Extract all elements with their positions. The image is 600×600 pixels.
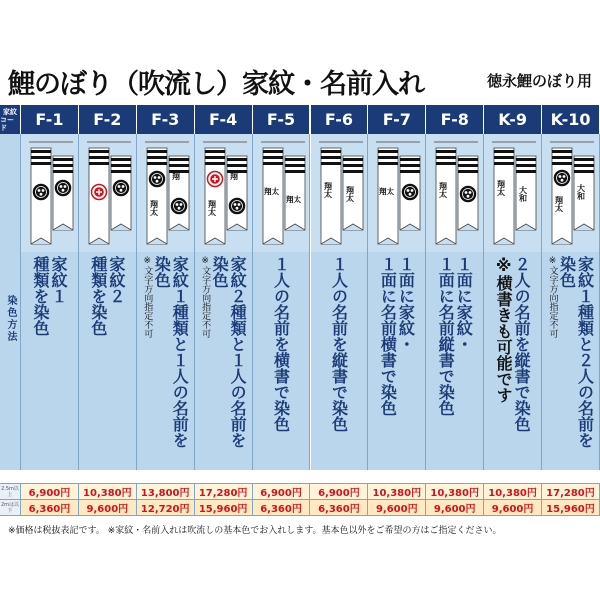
kamon-icon [149,172,164,187]
flag-svg [542,134,599,252]
dye-method-text: １面に名前縦書で染色 [436,256,456,416]
price-small-k-9: 9,600円 [484,500,542,515]
code-header-f-8: F-8 [426,105,484,134]
dye-method-text: ２人の名前を縦書で染色 [512,256,532,432]
dye-method-text: 種類を染色 [88,256,108,336]
footnotes: ※価格は税抜表記です。 ※家紋・名前入れは吹流しの基本色でお入れします。基本色以外をご希望の方はご指定ください。 [8,526,502,536]
flag-name-text: 翔太 [149,200,159,216]
flag-illustration [484,134,541,252]
kamon-icon [34,185,49,200]
streamer-flag [494,148,514,244]
dye-method-text: １面に家紋・ [396,256,416,352]
kamon-icon [403,185,418,200]
dye-method-note: ※文字方向指定不可 [142,256,153,338]
code-header-f-1: F-1 [21,105,79,134]
streamer-flag [263,148,283,244]
flag-svg [79,134,136,252]
code-header-f-2: F-2 [79,105,137,134]
flag-illustration [21,134,78,252]
dye-method-text: 染色 [152,256,172,288]
streamer-flag [378,148,398,244]
side-label: 染色方法 [5,295,16,343]
code-header-f-7: F-7 [368,105,426,134]
flag-illustration [137,134,194,252]
side-label-column [0,134,21,470]
flag-illustration [253,134,310,252]
price-large-k-9: 10,380円 [484,484,542,499]
flag-svg [21,134,78,252]
streamer-flag [285,156,305,230]
kamon-icon [113,181,128,196]
dye-method-text: １面に家紋・ [454,256,474,352]
dye-method-cell [368,252,425,470]
design-column-k-9 [484,134,542,470]
code-header-k-10: K-10 [542,105,600,134]
price-large-f-8: 10,380円 [426,484,484,499]
price-small-f-5: 6,360円 [253,500,311,515]
flag-name-text: 翔太 [207,200,217,216]
red-kamon-icon [207,172,222,187]
dye-method-text: 染色 [557,256,577,288]
price-small-f-6: 6,360円 [310,500,368,515]
streamer-flag [227,156,247,230]
dye-method-text: １人の名前を横書で染色 [271,256,291,432]
price-small-k-10: 15,960円 [542,500,600,515]
dye-method-cell [426,252,483,470]
flag-illustration [311,134,368,252]
price-large-f-6: 6,900円 [310,484,368,499]
flag-svg [137,134,194,252]
flag-name-text: 翔太 [345,186,354,202]
price-large-f-4: 17,280円 [195,484,253,499]
dye-method-text: 家紋２種類と１人の名前を [228,256,248,448]
dye-method-note: ※文字方向指定不可 [200,256,211,338]
streamer-flag [169,156,189,230]
flag-svg [195,134,252,252]
dye-method-cell [542,252,599,470]
price-large-f-3: 13,800円 [137,484,195,499]
dye-method-text: 種類を染色 [30,256,50,336]
flag-name-text: 翔太 [438,182,448,198]
kamon-icon [171,199,186,214]
code-header [0,105,21,134]
design-column-f-6 [311,134,369,470]
dye-method-cell [484,252,541,470]
flag-illustration [542,134,599,252]
page-title: 鯉のぼり（吹流し）家紋・名前入れ [8,69,424,100]
dye-method-text: １人の名前を縦書で染色 [329,256,349,432]
price-row-small [0,499,600,516]
flag-name-text: 大和 [576,184,586,200]
dye-method-text: １面に名前横書で染色 [378,256,398,416]
streamer-flag [147,148,167,244]
flag-name-text: 翔太 [285,195,301,204]
red-kamon-icon [91,185,106,200]
price-large-f-7: 10,380円 [368,484,426,499]
price-large-f-5: 6,900円 [253,484,311,499]
dye-method-cell [137,252,194,470]
design-column-f-7 [368,134,426,470]
code-header-f-6: F-6 [311,105,369,134]
dye-method-cell [195,252,252,470]
flag-name-text: 翔太 [496,180,506,196]
flag-name-text: 翔太 [323,182,332,198]
dye-method-cell [253,252,310,470]
flag-name-text: 翔 [229,172,239,180]
price-table [0,105,600,520]
price-small-f-3: 12,720円 [137,500,195,515]
flag-name-text: 翔太 [379,187,395,196]
code-header-top: 家紋 [3,107,17,116]
price-row-large [0,483,600,499]
price-small-f-7: 9,600円 [368,500,426,515]
price-small-f-8: 9,600円 [426,500,484,515]
flag-illustration [368,134,425,252]
flag-name-text: 翔太 [554,196,564,212]
price-row-small-label: 2mは以下 [0,501,20,514]
kamon-icon [555,171,570,186]
design-column-f-8 [426,134,484,470]
price-small-f-2: 9,600円 [79,500,137,515]
code-header-f-3: F-3 [137,105,195,134]
dye-method-text: 染色 [210,256,230,288]
flag-name-text: 翔 [171,172,181,180]
design-column-f-3 [137,134,195,470]
design-column-f-5 [253,134,311,470]
flag-svg [426,134,483,252]
design-column-f-2 [79,134,137,470]
code-header-bottom: コード [0,115,14,132]
dye-method-cell [311,252,368,470]
price-large-k-10: 17,280円 [542,484,600,499]
flag-name-text: 大和 [518,186,528,202]
dye-method-cell [79,252,136,470]
price-large-f-1: 6,900円 [21,484,79,499]
design-column-f-1 [21,134,79,470]
price-large-f-2: 10,380円 [79,484,137,499]
price-small-f-4: 15,960円 [195,500,253,515]
flag-illustration [195,134,252,252]
design-column-k-10 [542,134,600,470]
code-header-f-5: F-5 [253,105,311,134]
flag-svg [484,134,541,252]
flag-svg [253,134,310,252]
flag-illustration [426,134,483,252]
kamon-icon [229,199,244,214]
page-subtitle: 徳永鯉のぼり用 [486,72,592,90]
code-header-k-9: K-9 [484,105,542,134]
dye-method-text: ※横書きも可能です [494,256,514,403]
streamer-flag [205,148,225,244]
kamon-icon [461,187,476,202]
dye-method-text: 家紋１種類と１人の名前を [170,256,190,448]
dye-method-text: 家紋２ [106,256,126,304]
flag-svg [368,134,425,252]
dye-method-cell [21,252,78,470]
dye-method-note: ※文字方向指定不可 [547,256,558,338]
dye-method-text: 家紋１種類と２人の名前を [575,256,595,448]
design-column-f-4 [195,134,253,470]
flag-illustration [79,134,136,252]
flag-name-text: 翔太 [263,187,279,196]
kamon-icon [56,181,71,196]
title-row [0,0,600,110]
flag-svg [311,134,368,252]
dye-method-text: 家紋１ [48,256,68,304]
price-small-f-1: 6,360円 [21,500,79,515]
price-row-large-label: 2.5m以上 [0,484,21,499]
code-header-f-4: F-4 [195,105,253,134]
